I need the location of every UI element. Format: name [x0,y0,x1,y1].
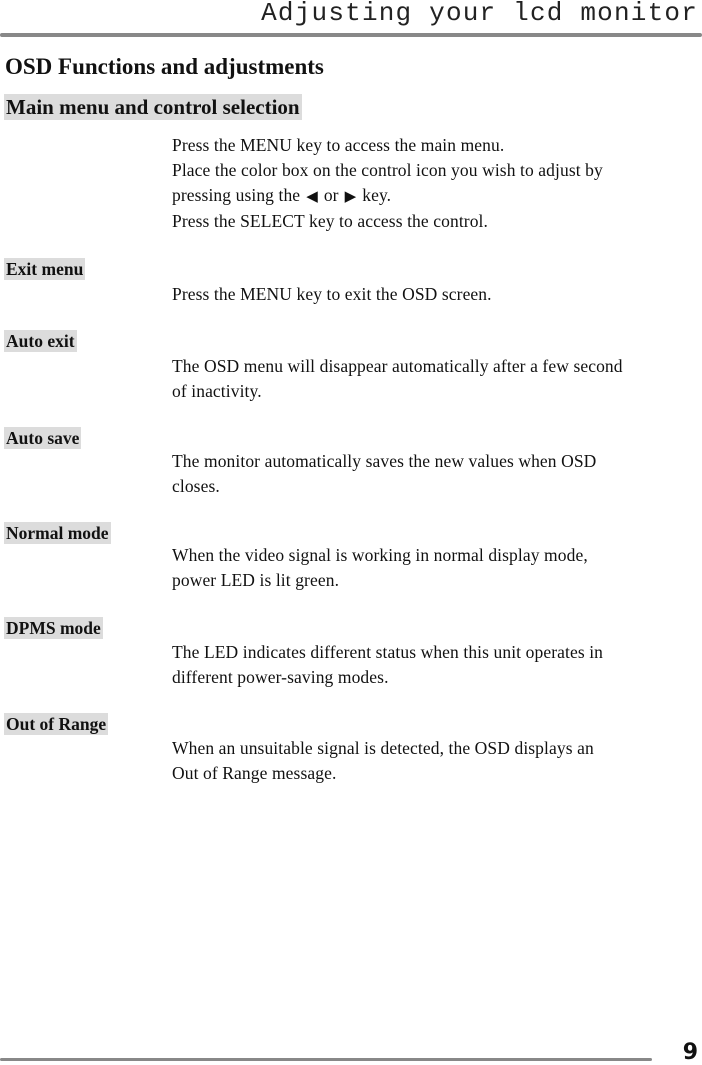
out-of-range-description [172,736,702,786]
right-arrow-icon: ▶ [344,187,357,205]
auto-exit-line-2: of inactivity. [172,381,262,401]
main-menu-line-3 [172,183,702,209]
out-of-range-line-1: When an unsuitable signal is detected, the OSD displays an [172,738,594,758]
dpms-mode-label: DPMS mode [6,618,101,638]
main-menu-line-3-pre: pressing using the [172,185,301,205]
main-menu-line-3-post: key. [362,185,392,205]
auto-save-line-2: closes. [172,476,220,496]
out-of-range-line-2: Out of Range message. [172,763,337,783]
exit-menu-label: Exit menu [6,259,84,279]
or-text: or [323,185,339,205]
normal-mode-description [172,543,702,593]
exit-menu-description [172,282,702,307]
main-menu-description [172,133,702,234]
footer-rule [0,1058,652,1061]
normal-mode-line-1: When the video signal is working in normal display mode, [172,545,588,565]
auto-exit-description [172,354,702,404]
exit-menu-line-1: Press the MENU key to exit the OSD screen. [172,284,492,304]
page-number: 9 [682,1040,698,1065]
auto-save-description [172,449,702,499]
auto-save-label: Auto save [6,428,80,448]
out-of-range-label: Out of Range [6,714,107,734]
auto-save-line-1: The monitor automatically saves the new values when OSD [172,451,597,471]
main-menu-line-1: Press the MENU key to access the main menu. [172,135,505,155]
dpms-mode-line-2: different power-saving modes. [172,667,389,687]
dpms-mode-line-1: The LED indicates different status when this unit operates in [172,642,604,662]
left-arrow-icon: ◀ [306,187,318,205]
header-rule [0,33,702,37]
main-menu-line-4: Press the SELECT key to access the control. [172,211,488,231]
auto-exit-line-1: The OSD menu will disappear automatically after a few second [172,356,623,376]
normal-mode-line-2: power LED is lit green. [172,570,340,590]
main-menu-heading: Main menu and control selection [6,95,300,119]
dpms-mode-description [172,640,702,690]
page-title: OSD Functions and adjustments [5,54,324,79]
header-title: Adjusting your lcd monitor [261,0,698,28]
auto-exit-label: Auto exit [6,331,75,351]
main-menu-line-2: Place the color box on the control icon you wish to adjust by [172,160,603,180]
normal-mode-label: Normal mode [6,523,109,543]
